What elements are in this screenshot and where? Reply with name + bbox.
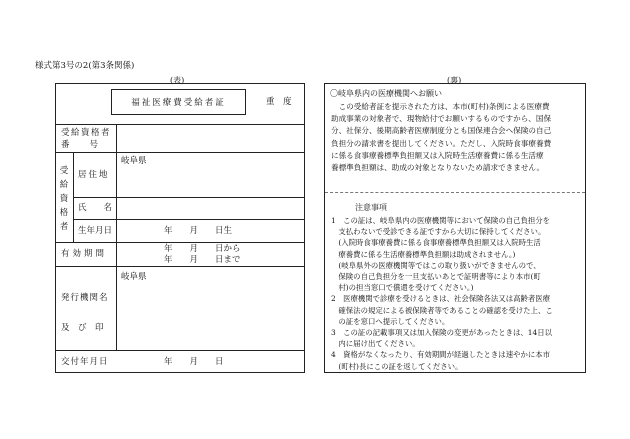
issue-category: 重 度 [266,97,292,107]
back-side-label: (裏) [447,76,462,85]
front-side-label: (表) [170,76,185,85]
back-card [324,83,586,373]
issue-date-value: 年 月 日 [164,357,224,367]
notes-heading: 注意事項 [355,203,387,212]
name-label: 氏 名 [78,203,113,213]
recipient-number-label-1: 受給資格者 [61,128,112,138]
form-number: 様式第3号の2(第3条関係) [35,61,135,71]
birthdate-value: 年 月 日生 [164,226,233,236]
valid-from: 年 月 日から [164,244,241,254]
issuer-label-1: 発行機関名 [61,293,109,303]
address-label: 居住地 [78,170,110,180]
front-card [55,83,305,373]
certificate-title: 福祉医療費受給者証 [111,89,246,115]
valid-to: 年 月 日まで [164,255,241,265]
valid-period-label: 有効期間 [61,249,108,259]
issuer-label-2: 及 び 印 [61,323,104,333]
recipient-group-label: 受 給 資 格 者 [59,166,69,232]
birthdate-label: 生年月日 [78,226,113,236]
address-value: 岐阜県 [121,156,147,166]
back-heading: 〇岐阜県内の医療機関へお願い [330,89,442,98]
back-intro: この受給者証を提示された方は、本市(町村)条例による医療費 助成事業の対象者で、現物給付でお願いするものですから、国保 分、社保分、後期高齢者医療制度分とも国保連合会へ保険の自己 負担分の請求書を提出してください。ただし、入院時食事療養費 に係る食事療養標準負担額又は入院時生活療養費に係る生活療 養標準負担額は、助成の対象となりないため請求できません。 [331,102,552,173]
issuer-value: 岐阜県 [121,272,147,282]
recipient-number-label-2: 番 号 [61,140,100,150]
notes-body: 1 この証は、岐阜県内の医療機関等において保険の自己負担分を 支払わないで受診できる証ですから大切に保持してください。 (入院時食事療養費に係る食事療養標準負担額又は入院時生活 療養費に係る生活療養標準負担額は助成されません。) (岐阜県外の医療機関等ではこの取り扱いができませんので、 保険の自己負担分を一旦支払いあとで証明書等により本市(町 村)の担当窓口で償還を受けてください。) 2 医療機関で診療を受けるときは、社会保険各法又は高齢者医療 確保法の規定による被保険者等であることの確認を受けた上、こ の証を窓口へ提示してください。 3 この証の記載事項又は加入保険の変更があったときは、14日以 内に届け出てください。 4 資格がなくなったり、有効期間が経過したときは速やかに本市 (町村)長にこの証を返してください。 [331,216,553,371]
issue-date-label: 交付年月日 [61,357,109,367]
